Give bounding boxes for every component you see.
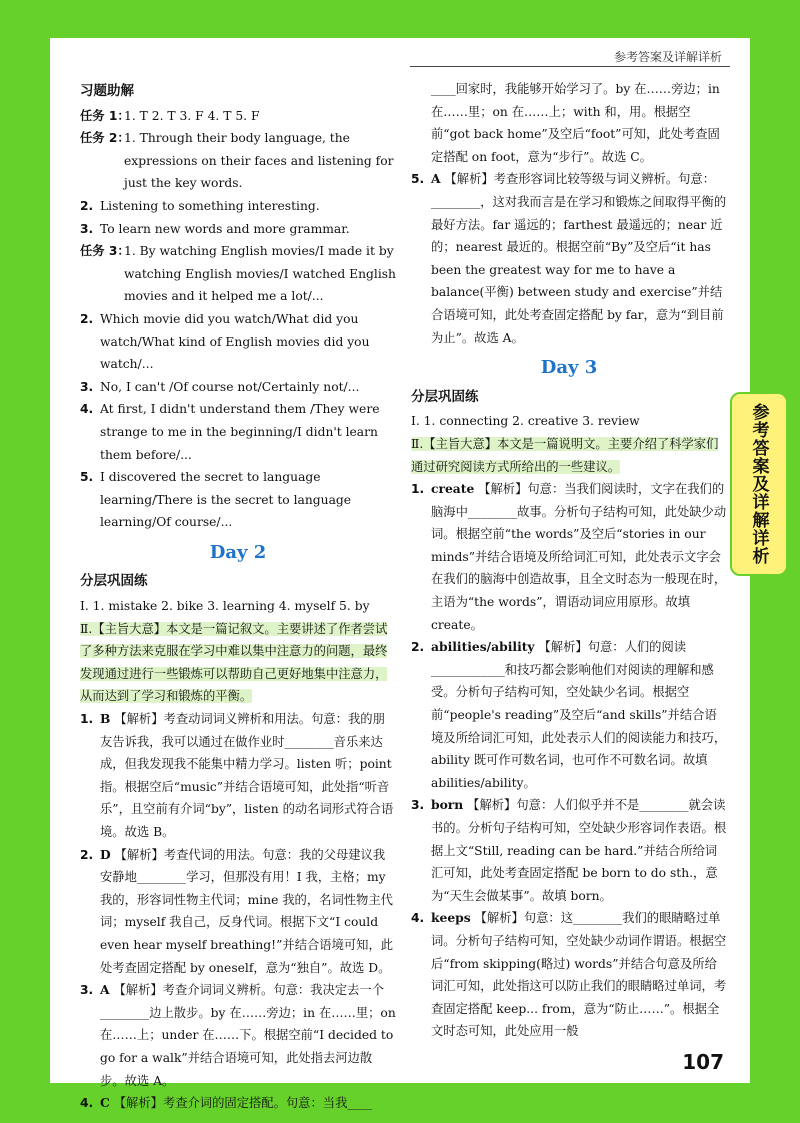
item-number: 4. (80, 1096, 94, 1111)
answer-key: create (431, 481, 475, 497)
answer-key: keeps (431, 910, 471, 926)
task1-text: 1. T 2. T 3. F 4. T 5. F (124, 108, 260, 123)
answer-item (80, 979, 396, 1092)
answer-explanation: 【解析】考查代词的用法。句意：我的父母建议我安静地________学习，但那没有用！I 我，主格；my 我的，形容词性物主代词；mine 我的，名词性物主代词；myself 我自己，反身代词。根据下文“I could even hear myself breathing!”并结合语境可知，此处考查固定搭配 by oneself，意为“独自”。故选 D。 (100, 847, 394, 975)
task3-item (80, 398, 396, 466)
answer-key: A (431, 171, 441, 187)
answer-explanation: 【解析】句意：人们的阅读____________和技巧都会影响他们对阅读的理解和感受。分析句子结构可知，空处缺少名词。根据空前“people's reading”及空后“and skills”并结合语境及所给词汇可知，此处表示人们的阅读能力和技巧，ability 既可作可数名词，也可作不可数名词。故填 abilities/ability。 (431, 640, 727, 790)
item-number: 1. (80, 712, 94, 727)
answer-item (80, 708, 396, 844)
section-title-help: 习题助解 (80, 83, 134, 99)
answer-key: born (431, 797, 464, 813)
item-text: At first, I didn't understand them /They were strange to me in the beginning/I didn't learn them before/... (100, 402, 380, 462)
answer-key: A (100, 982, 110, 998)
item-number: 1. (411, 482, 425, 497)
answer-item (80, 1092, 396, 1115)
item-number: 3. (80, 221, 94, 236)
answer-item (411, 478, 727, 636)
task2-item (80, 218, 396, 241)
task3 (80, 240, 396, 308)
task1 (80, 105, 396, 128)
task3-item (80, 466, 396, 534)
task3-item (80, 376, 396, 399)
section-title-practice: 分层巩固练 (411, 388, 479, 405)
answer-explanation: 【解析】考查动词词义辨析和用法。句意：我的朋友告诉我，我可以通过在做作业时________音乐来达成，但我发现我不能集中精力学习。listen 听；point 指。根据空后“music”并结合语境可知，此处指“听音乐”，且空前有介词“by”，listen 的动名词形式符合语境。故选 B。 (100, 712, 394, 839)
answer-explanation: 【解析】句意：当我们阅读时，文字在我们的脑海中________故事。分析句子结构可知，此处缺少动词。根据空前“the words”及空后“stories in our minds”并结合语境及所给词汇可知，此处表示文字会在我们的脑海中创造故事，且全文时态为一般现在时，主语为“the words”，谓语动词应用原形。故填 create。 (431, 482, 727, 632)
answer-explanation: 【解析】考查介词的固定搭配。句意：当我____ (113, 1096, 372, 1111)
item-number: 3. (80, 983, 94, 998)
left-column (80, 78, 396, 1115)
answer-key: D (100, 846, 111, 862)
item-number: 5. (80, 470, 94, 485)
running-header: 参考答案及详解详析 (613, 50, 722, 64)
task2 (80, 127, 396, 195)
item-number: 3. (80, 379, 94, 394)
item-number: 3. (411, 798, 425, 813)
item-number: 4. (411, 911, 425, 926)
item-number: 4. (80, 402, 94, 417)
answer-explanation: 【解析】句意：人们似乎并不是________就会读书的。分析句子结构可知，空处缺少形容词作表语。根据上文“Still, reading can be hard.”并结合所给词汇可知，此处考查固定搭配 be born to do sth.，意为“天生会做某事”。故填 born。 (431, 798, 727, 903)
item-text: Listening to something interesting. (100, 198, 320, 213)
item-number: 2. (80, 198, 94, 213)
main-idea-note: Ⅱ.【主旨大意】本文是一篇记叙文。主要讲述了作者尝试了多种方法来克服在学习中难以集中注意力的问题，最终发现通过进行一些锻炼可以帮助自己更好地集中注意力，从而达到了学习和锻炼的平衡。 (80, 621, 388, 704)
part1-answers: Ⅰ. 1. mistake 2. bike 3. learning 4. myself 5. by (80, 599, 370, 614)
side-section-tab: 参考答案及详解详析 (730, 392, 788, 576)
task2-item (80, 195, 396, 218)
header-rule (410, 66, 730, 67)
part1-answers: Ⅰ. 1. connecting 2. creative 3. review (411, 414, 640, 429)
item-number: 2. (80, 311, 94, 326)
task3-item (80, 308, 396, 376)
answer-explanation: 【解析】考查形容词比较等级与词义辨析。句意：________，这对我而言是在学习和锻炼之间取得平衡的最好方法。far 遥远的；farthest 最遥远的；near 近的；nearest 最近的。根据空前“By”及空后“it has been the greatest way for me to have a balance(平衡) between study and exercise”并结合语境可知，此处考查固定搭配 by far，意为“到目前为止”。故选 A。 (431, 172, 727, 345)
answer-item (411, 636, 727, 794)
task2-label: 任务 2： (80, 131, 130, 146)
answer-explanation: 【解析】考查介词词义辨析。句意：我决定去一个________边上散步。by 在……旁边；in 在……里；on 在……上；under 在……下。根据空前“I decided to go for a walk”并结合语境可知，此处指去河边散步。故选 A。 (100, 983, 396, 1088)
item-number: 2. (411, 640, 425, 655)
task2-text: 1. Through their body language, the expressions on their faces and listening for just the key words. (124, 131, 394, 191)
main-idea-note: Ⅱ.【主旨大意】本文是一篇说明文。主要介绍了科学家们通过研究阅读方式所给出的一些建议。 (411, 436, 719, 474)
answer-explanation: 【解析】句意：这________我们的眼睛略过单词。分析句子结构可知，空处缺少动词作谓语。根据空后“from skipping(略过) words”并结合句意及所给词汇可知，此处指这可以防止我们的眼睛略过单词，考查固定搭配 keep... from，意为“防止……”。根据全文时态可知，此处应用一般 (431, 911, 727, 1039)
task1-label: 任务 1： (80, 108, 130, 123)
day3-heading: Day 3 (540, 357, 598, 379)
answer-item (80, 844, 396, 980)
day2-heading: Day 2 (209, 541, 267, 563)
item-text: No, I can't /Of course not/Certainly not/... (100, 379, 360, 394)
item-number: 5. (411, 172, 425, 187)
item-number: 2. (80, 847, 94, 862)
task3-text: 1. By watching English movies/I made it by watching English movies/I watched English movies and it helped me a lot/... (124, 244, 396, 304)
page-number: 107 (682, 1050, 724, 1074)
answer-key: abilities/ability (431, 639, 535, 655)
section-title-practice: 分层巩固练 (80, 573, 148, 590)
answer-key: C (100, 1095, 110, 1111)
answer4-continued: ____回家时，我能够开始学习了。by 在……旁边；in 在……里；on 在……上；with 和，用。根据空前“got back home”及空后“foot”可知，此处考查固定搭配 on foot，意为“步行”。故选 C。 (431, 82, 720, 164)
answer-item (411, 907, 727, 1043)
answer-item (411, 794, 727, 907)
item-text: Which movie did you watch/What did you watch/What kind of English movies did you watch/... (100, 311, 370, 372)
item-text: I discovered the secret to language learning/There is the secret to language learning/Of course/... (100, 470, 352, 530)
answer-item (411, 168, 727, 349)
answer-key: B (100, 711, 111, 727)
item-text: To learn new words and more grammar. (100, 221, 350, 236)
right-column (411, 78, 727, 1043)
task3-label: 任务 3： (80, 244, 130, 259)
